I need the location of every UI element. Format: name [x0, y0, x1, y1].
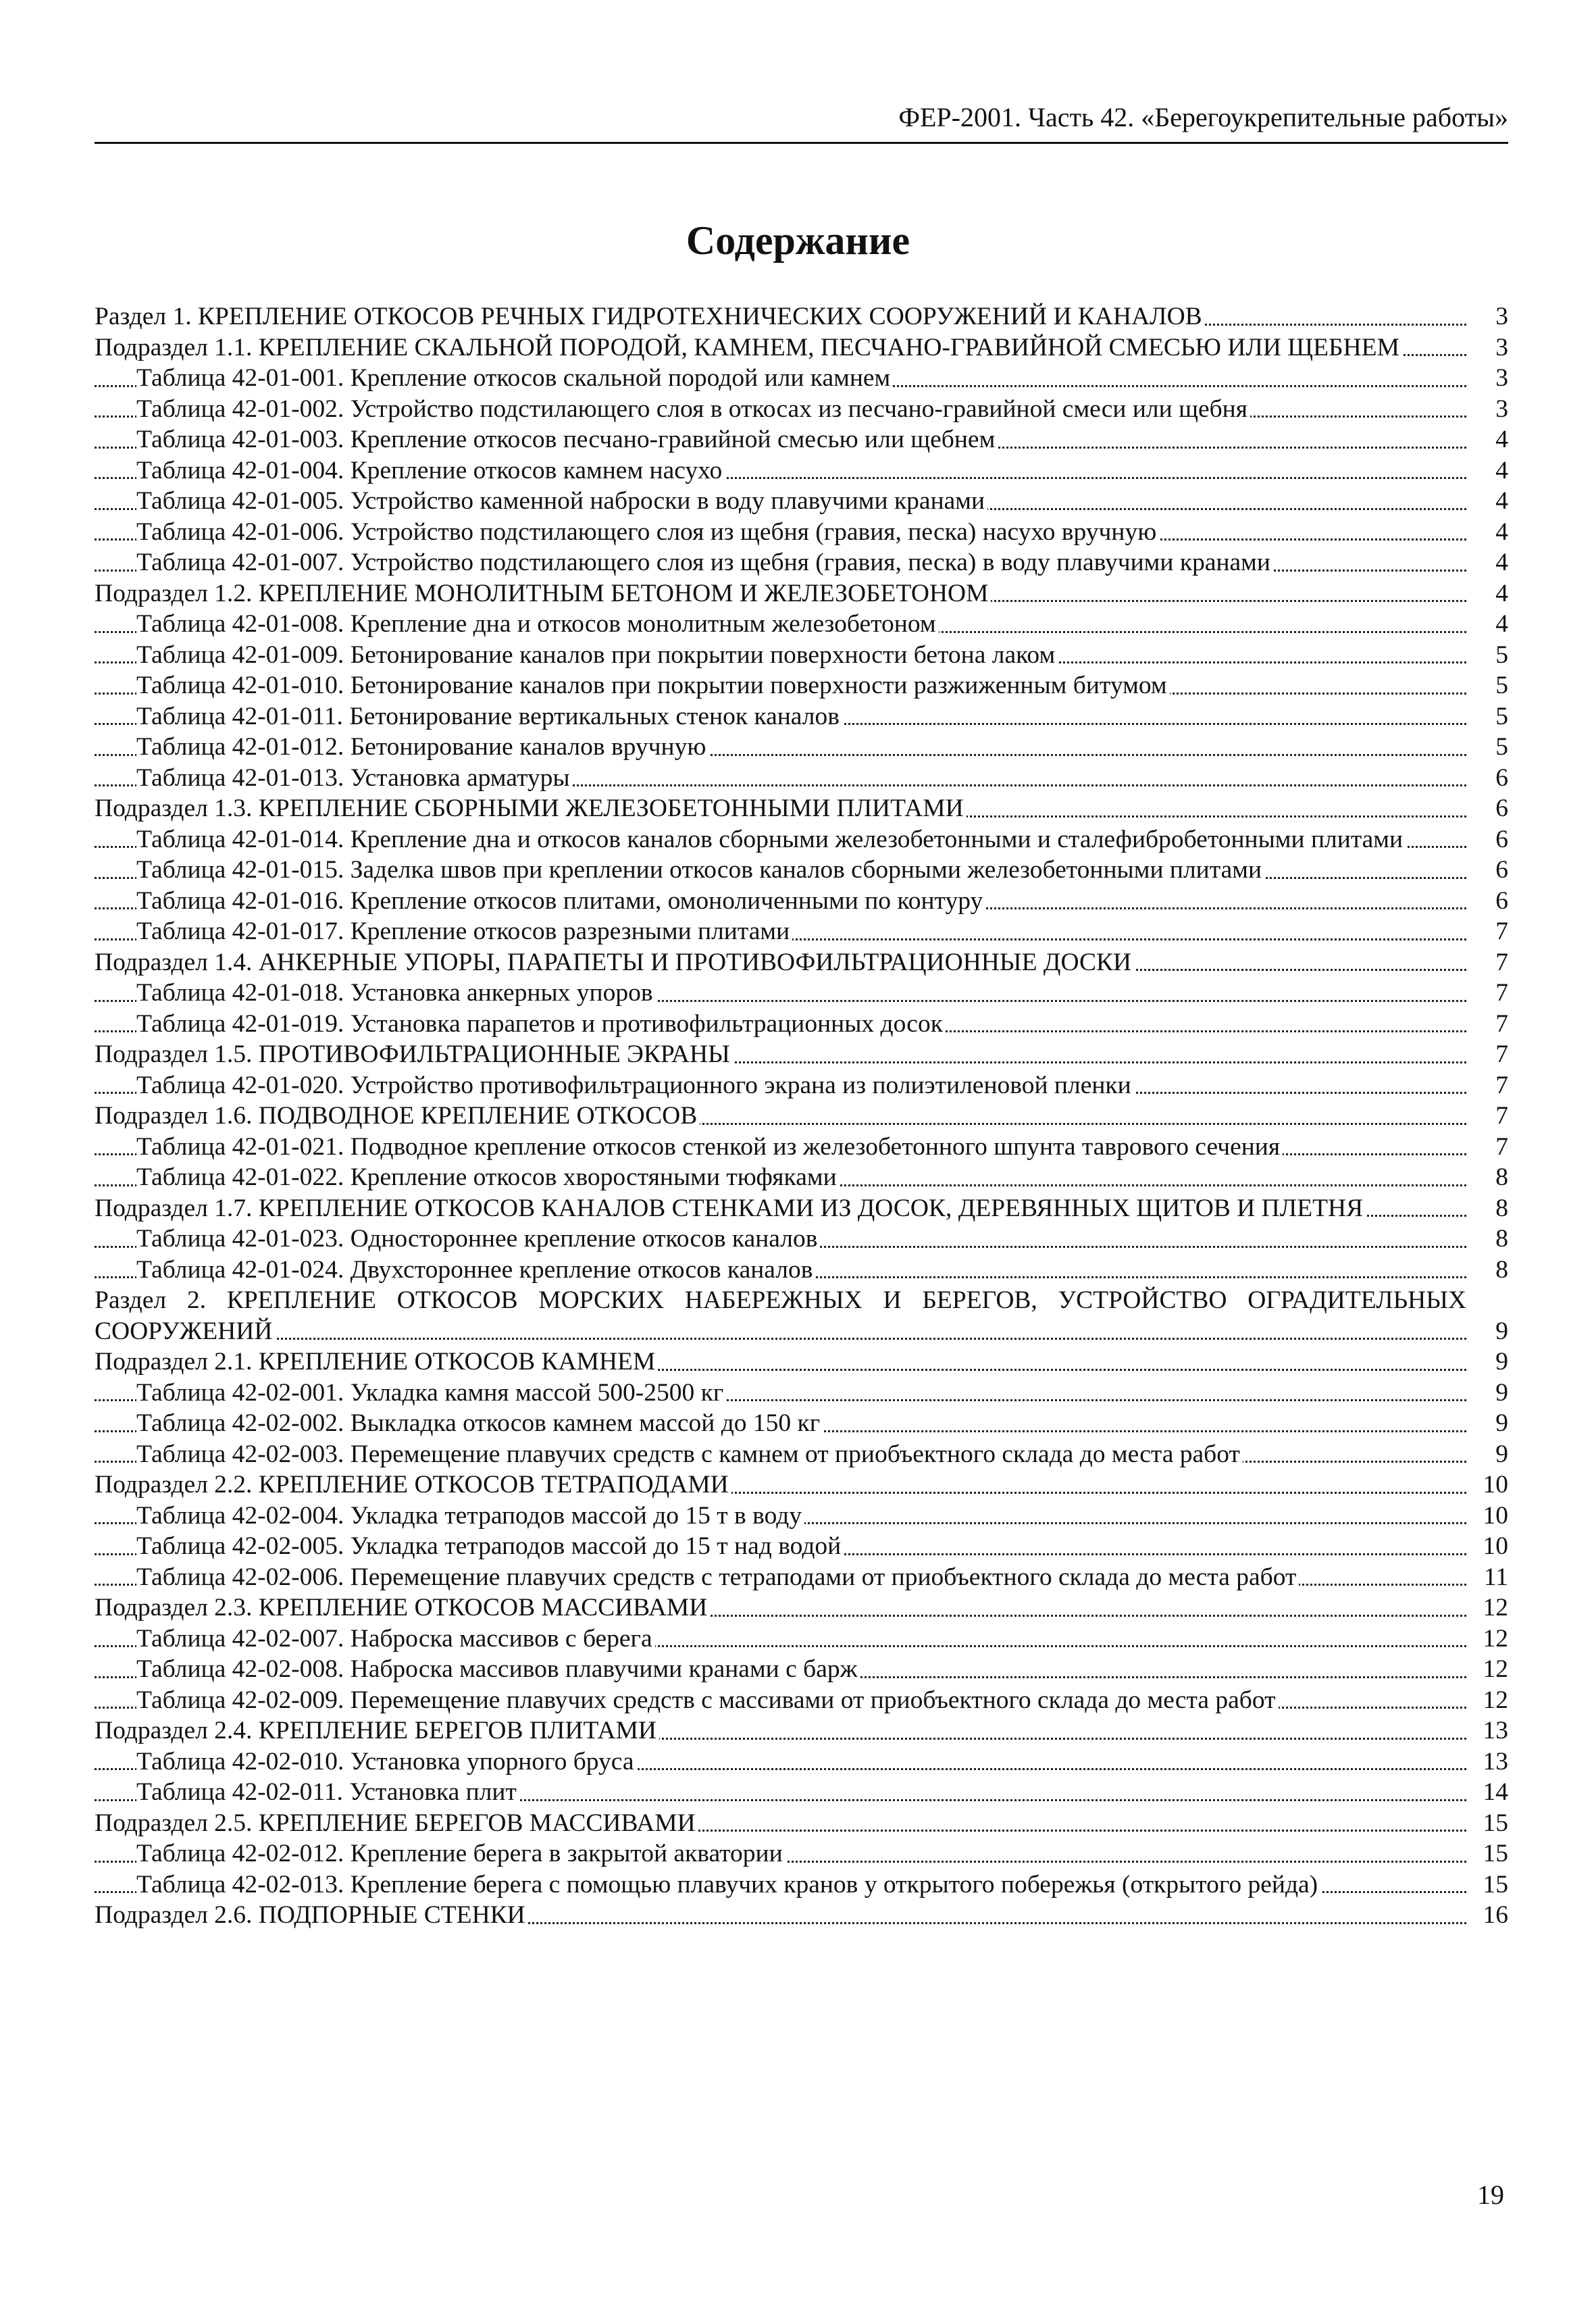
- toc-entry-text: Таблица 42-01-018. Установка анкерных упоров: [136, 979, 656, 1007]
- toc-table-entry[interactable]: [95, 978, 1508, 1009]
- toc-page-number: 7: [1466, 916, 1508, 947]
- toc-page-number: 11: [1466, 1562, 1508, 1593]
- toc-table-entry[interactable]: [95, 763, 1508, 794]
- toc-page-number: 4: [1466, 517, 1508, 548]
- page-title: Содержание: [686, 218, 910, 263]
- toc-subsection[interactable]: [95, 1193, 1508, 1224]
- toc-entry-text: Таблица 42-01-022. Крепление откосов хворостяными тюфяками: [136, 1163, 840, 1191]
- toc-entry-text: Таблица 42-01-019. Установка парапетов и противофильтрационных досок: [136, 1010, 946, 1038]
- toc-entry-text: Таблица 42-01-007. Устройство подстилающего слоя из щебня (гравия, песка) в воду плавучими кранами: [136, 549, 1273, 576]
- toc-page-number: 4: [1466, 609, 1508, 640]
- toc-entry-text: Таблица 42-01-013. Установка арматуры: [136, 764, 573, 792]
- toc-page-number: 4: [1466, 547, 1508, 578]
- toc-page-number: 6: [1466, 824, 1508, 855]
- toc-subsection[interactable]: [95, 1900, 1508, 1931]
- toc-entry-text: Таблица 42-01-002. Устройство подстилающего слоя в откосах из песчано-гравийной смеси или щебня: [136, 395, 1250, 423]
- toc-page-number: 9: [1466, 1378, 1508, 1409]
- toc-table-entry[interactable]: [95, 394, 1508, 425]
- toc-entry-text: Таблица 42-02-001. Укладка камня массой 500-2500 кг: [136, 1379, 726, 1407]
- toc-table-entry[interactable]: [95, 640, 1508, 671]
- toc-table-entry[interactable]: [95, 701, 1508, 732]
- toc-entry-text: Таблица 42-01-009. Бетонирование каналов при покрытии поверхности бетона лаком: [136, 641, 1058, 669]
- toc-entry-text: Подраздел 1.3. КРЕПЛЕНИЕ СБОРНЫМИ ЖЕЛЕЗОБЕТОННЫМИ ПЛИТАМИ: [95, 795, 967, 822]
- toc-entry-text: Таблица 42-01-020. Устройство противофильтрационного экрана из полиэтиленовой пленки: [136, 1072, 1134, 1099]
- toc-subsection[interactable]: [95, 1101, 1508, 1132]
- toc-table-entry[interactable]: [95, 1132, 1508, 1163]
- toc-table-entry[interactable]: [95, 1838, 1508, 1869]
- toc-subsection[interactable]: [95, 1469, 1508, 1501]
- toc-table-entry[interactable]: [95, 486, 1508, 517]
- table-of-contents: [95, 301, 1508, 1931]
- toc-entry-text: Таблица 42-02-010. Установка упорного бруса: [136, 1748, 637, 1776]
- toc-page-number: 4: [1466, 424, 1508, 455]
- toc-entry-text: Таблица 42-01-017. Крепление откосов разрезными плитами: [136, 917, 792, 945]
- toc-table-entry[interactable]: [95, 1255, 1508, 1286]
- toc-page-number: 3: [1466, 332, 1508, 363]
- toc-page-number: 5: [1466, 640, 1508, 671]
- toc-page-number: 12: [1466, 1624, 1508, 1655]
- toc-entry-text: Таблица 42-02-007. Наброска массивов с берега: [136, 1625, 655, 1653]
- toc-page-number: 7: [1466, 1039, 1508, 1070]
- toc-page-number: 13: [1466, 1746, 1508, 1778]
- toc-entry-text: Раздел 2. КРЕПЛЕНИЕ ОТКОСОВ МОРСКИХ НАБЕРЕЖНЫХ И БЕРЕГОВ, УСТРОЙСТВО ОГРАДИТЕЛЬНЫХ СООРУЖЕНИЙ: [95, 1286, 1466, 1345]
- toc-entry-text: Подраздел 2.1. КРЕПЛЕНИЕ ОТКОСОВ КАМНЕМ: [95, 1348, 658, 1376]
- toc-entry-text: Подраздел 2.5. КРЕПЛЕНИЕ БЕРЕГОВ МАССИВАМИ: [95, 1809, 698, 1837]
- toc-table-entry[interactable]: [95, 1224, 1508, 1255]
- toc-entry-text: Таблица 42-02-008. Наброска массивов плавучими кранами с барж: [136, 1655, 860, 1683]
- toc-table-entry[interactable]: [95, 886, 1508, 917]
- toc-entry-text: Подраздел 1.2. КРЕПЛЕНИЕ МОНОЛИТНЫМ БЕТОНОМ И ЖЕЛЕЗОБЕТОНОМ: [95, 580, 991, 607]
- toc-section[interactable]: [95, 301, 1508, 332]
- toc-subsection[interactable]: [95, 1347, 1508, 1378]
- toc-entry-text: Таблица 42-01-011. Бетонирование вертикальных стенок каналов: [136, 703, 842, 730]
- toc-page-number: 8: [1466, 1255, 1508, 1286]
- toc-subsection[interactable]: [95, 1808, 1508, 1839]
- toc-page-number: 12: [1466, 1592, 1508, 1624]
- toc-entry-text: Подраздел 1.7. КРЕПЛЕНИЕ ОТКОСОВ КАНАЛОВ СТЕНКАМИ ИЗ ДОСОК, ДЕРЕВЯННЫХ ЩИТОВ И ПЛЕТНЯ: [95, 1194, 1366, 1222]
- toc-entry-text: Таблица 42-01-024. Двухстороннее крепление откосов каналов: [136, 1256, 815, 1284]
- toc-table-entry[interactable]: [95, 424, 1508, 455]
- toc-page-number: 10: [1466, 1469, 1508, 1501]
- toc-page-number: 3: [1466, 394, 1508, 425]
- toc-page-number: 9: [1466, 1439, 1508, 1470]
- toc-entry-text: Таблица 42-02-005. Укладка тетраподов массой до 15 т над водой: [136, 1532, 844, 1560]
- toc-entry-text: Подраздел 2.6. ПОДПОРНЫЕ СТЕНКИ: [95, 1901, 528, 1929]
- toc-page-number: 5: [1466, 670, 1508, 701]
- toc-table-entry[interactable]: [95, 363, 1508, 394]
- toc-entry-text: Подраздел 1.6. ПОДВОДНОЕ КРЕПЛЕНИЕ ОТКОСОВ: [95, 1102, 700, 1130]
- toc-page-number: 8: [1466, 1162, 1508, 1193]
- toc-table-entry[interactable]: [95, 455, 1508, 486]
- toc-entry-text: Таблица 42-01-016. Крепление откосов плитами, омоноличенными по контуру: [136, 887, 985, 915]
- toc-subsection[interactable]: [95, 578, 1508, 609]
- toc-table-entry[interactable]: [95, 1009, 1508, 1040]
- header-rule: [95, 142, 1508, 144]
- toc-page-number: 4: [1466, 486, 1508, 517]
- toc-entry-text: Подраздел 2.2. КРЕПЛЕНИЕ ОТКОСОВ ТЕТРАПОДАМИ: [95, 1471, 731, 1499]
- toc-table-entry[interactable]: [95, 1378, 1508, 1409]
- toc-table-entry[interactable]: [95, 1624, 1508, 1655]
- page-number: 19: [1477, 2180, 1504, 2210]
- toc-entry-text: Подраздел 1.5. ПРОТИВОФИЛЬТРАЦИОННЫЕ ЭКРАНЫ: [95, 1040, 733, 1068]
- dot-leader: [95, 1338, 1466, 1340]
- toc-entry-text: Таблица 42-01-003. Крепление откосов песчано-гравийной смесью или щебнем: [136, 426, 998, 453]
- toc-page-number: 8: [1466, 1193, 1508, 1224]
- toc-entry-text: Таблица 42-02-013. Крепление берега с помощью плавучих кранов у открытого побережья (открытого рейда): [136, 1871, 1320, 1898]
- toc-table-entry[interactable]: [95, 1777, 1508, 1808]
- toc-entry-text: Таблица 42-02-011. Установка плит: [136, 1778, 519, 1806]
- toc-table-entry[interactable]: [95, 1408, 1508, 1439]
- toc-page-number: 7: [1466, 1070, 1508, 1101]
- running-header: ФЕР-2001. Часть 42. «Берегоукрепительные работы»: [898, 102, 1508, 132]
- toc-entry-text: Подраздел 2.3. КРЕПЛЕНИЕ ОТКОСОВ МАССИВАМИ: [95, 1594, 710, 1621]
- toc-entry-text: Таблица 42-01-010. Бетонирование каналов при покрытии поверхности разжиженным битумом: [136, 672, 1170, 699]
- toc-subsection[interactable]: [95, 793, 1508, 824]
- toc-entry-text: Таблица 42-01-008. Крепление дна и откосов монолитным железобетоном: [136, 610, 939, 638]
- toc-entry-text: Таблица 42-01-015. Заделка швов при креплении откосов каналов сборными железобетонными плитами: [136, 856, 1264, 884]
- toc-page-number: 7: [1466, 947, 1508, 978]
- toc-page-number: 15: [1466, 1808, 1508, 1839]
- toc-table-entry[interactable]: [95, 732, 1508, 763]
- toc-subsection[interactable]: [95, 1039, 1508, 1070]
- toc-entry-text: Таблица 42-01-004. Крепление откосов камнем насухо: [136, 457, 725, 484]
- toc-section[interactable]: [95, 1285, 1508, 1347]
- toc-page-number: 16: [1466, 1900, 1508, 1931]
- toc-entry-text: Подраздел 1.4. АНКЕРНЫЕ УПОРЫ, ПАРАПЕТЫ И ПРОТИВОФИЛЬТРАЦИОННЫЕ ДОСКИ: [95, 949, 1134, 976]
- toc-entry-text: Таблица 42-01-006. Устройство подстилающего слоя из щебня (гравия, песка) насухо вручную: [136, 518, 1159, 546]
- toc-table-entry[interactable]: [95, 1562, 1508, 1593]
- toc-table-entry[interactable]: [95, 1501, 1508, 1532]
- toc-table-entry[interactable]: [95, 1070, 1508, 1101]
- toc-table-entry[interactable]: [95, 824, 1508, 855]
- toc-subsection[interactable]: [95, 947, 1508, 978]
- toc-page-number: 7: [1466, 1009, 1508, 1040]
- toc-entry-text: Таблица 42-02-006. Перемещение плавучих средств с тетраподами от приобъектного склада до места работ: [136, 1563, 1299, 1591]
- toc-page-number: 15: [1466, 1869, 1508, 1901]
- toc-entry-text: Таблица 42-02-004. Укладка тетраподов массой до 15 т в воду: [136, 1502, 804, 1530]
- toc-table-entry[interactable]: [95, 670, 1508, 701]
- toc-subsection[interactable]: [95, 1592, 1508, 1624]
- toc-entry-text: Таблица 42-02-002. Выкладка откосов камнем массой до 150 кг: [136, 1409, 823, 1437]
- toc-page-number: 5: [1466, 701, 1508, 732]
- toc-page-number: 10: [1466, 1531, 1508, 1562]
- toc-table-entry[interactable]: [95, 1869, 1508, 1901]
- toc-entry-text: Таблица 42-01-012. Бетонирование каналов вручную: [136, 733, 709, 761]
- toc-page-number: 7: [1466, 1132, 1508, 1163]
- toc-table-entry[interactable]: [95, 1654, 1508, 1685]
- toc-table-entry[interactable]: [95, 855, 1508, 886]
- toc-page-number: 4: [1466, 578, 1508, 609]
- toc-entry-text: Таблица 42-02-012. Крепление берега в закрытой акватории: [136, 1840, 786, 1867]
- toc-entry-text: Раздел 1. КРЕПЛЕНИЕ ОТКОСОВ РЕЧНЫХ ГИДРОТЕХНИЧЕСКИХ СООРУЖЕНИЙ И КАНАЛОВ: [95, 303, 1205, 330]
- toc-entry-text: Таблица 42-01-005. Устройство каменной наброски в воду плавучими кранами: [136, 487, 987, 515]
- toc-page-number: 9: [1466, 1347, 1508, 1378]
- toc-entry-text: Таблица 42-01-021. Подводное крепление откосов стенкой из железобетонного шпунта таврового сечения: [136, 1133, 1283, 1161]
- toc-entry-text: Таблица 42-02-009. Перемещение плавучих средств с массивами от приобъектного склада до места работ: [136, 1686, 1279, 1714]
- toc-table-entry[interactable]: [95, 916, 1508, 947]
- toc-entry-text: Таблица 42-01-023. Одностороннее крепление откосов каналов: [136, 1225, 820, 1253]
- toc-page-number: 13: [1466, 1715, 1508, 1746]
- toc-page-number: 3: [1466, 363, 1508, 394]
- toc-page-number: 10: [1466, 1501, 1508, 1532]
- toc-page-number: 7: [1466, 1101, 1508, 1132]
- toc-subsection[interactable]: [95, 1715, 1508, 1746]
- toc-page-number: 8: [1466, 1224, 1508, 1255]
- toc-subsection[interactable]: [95, 332, 1508, 363]
- toc-table-entry[interactable]: [95, 1531, 1508, 1562]
- toc-page-number: 5: [1466, 732, 1508, 763]
- toc-table-entry[interactable]: [95, 1746, 1508, 1778]
- toc-page-number: 15: [1466, 1838, 1508, 1869]
- toc-page-number: 12: [1466, 1685, 1508, 1716]
- toc-page-number: 14: [1466, 1777, 1508, 1808]
- toc-table-entry[interactable]: [95, 547, 1508, 578]
- toc-table-entry[interactable]: [95, 1685, 1508, 1716]
- toc-entry-text: Таблица 42-01-014. Крепление дна и откосов каналов сборными железобетонными и сталефибробетонными плитами: [136, 826, 1406, 853]
- toc-entry-text: Таблица 42-01-001. Крепление откосов скальной породой или камнем: [136, 364, 893, 392]
- toc-page-number: 12: [1466, 1654, 1508, 1685]
- toc-table-entry[interactable]: [95, 517, 1508, 548]
- toc-entry-text: Таблица 42-02-003. Перемещение плавучих средств с камнем от приобъектного склада до места работ: [136, 1440, 1243, 1468]
- toc-page-number: 4: [1466, 455, 1508, 486]
- toc-table-entry[interactable]: [95, 609, 1508, 640]
- toc-page-number: 9: [1466, 1316, 1508, 1347]
- toc-table-entry[interactable]: [95, 1439, 1508, 1470]
- toc-table-entry[interactable]: [95, 1162, 1508, 1193]
- toc-entry-text: Подраздел 1.1. КРЕПЛЕНИЕ СКАЛЬНОЙ ПОРОДОЙ, КАМНЕМ, ПЕСЧАНО-ГРАВИЙНОЙ СМЕСЬЮ ИЛИ ЩЕБНЕМ: [95, 334, 1402, 361]
- toc-page-number: 7: [1466, 978, 1508, 1009]
- toc-page-number: 3: [1466, 301, 1508, 332]
- toc-entry-text: Подраздел 2.4. КРЕПЛЕНИЕ БЕРЕГОВ ПЛИТАМИ: [95, 1717, 659, 1744]
- toc-page-number: 9: [1466, 1408, 1508, 1439]
- toc-page-number: 6: [1466, 763, 1508, 794]
- toc-page-number: 6: [1466, 855, 1508, 886]
- toc-page-number: 6: [1466, 886, 1508, 917]
- toc-page-number: 6: [1466, 793, 1508, 824]
